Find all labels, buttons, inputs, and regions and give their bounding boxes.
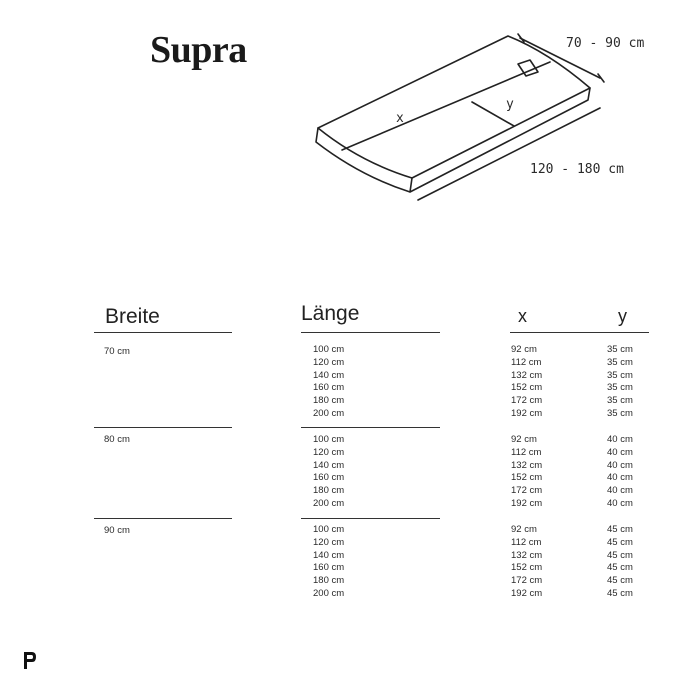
table-cell: 160 cm [313,562,345,574]
table-cell: 40 cm [607,485,633,497]
table-cell: 92 cm [511,434,537,445]
group-2-laenge-list [313,434,344,511]
group-3-laenge-list [313,524,344,601]
table-cell: 40 cm [607,446,633,458]
table-cell: 132 cm [511,459,543,471]
table-cell: 45 cm [607,575,633,587]
group-1-y-list [607,344,633,421]
group-3-rule-laenge [301,518,440,519]
table-cell: 92 cm [511,344,537,355]
table-cell: 40 cm [607,459,633,471]
table-cell: 132 cm [511,369,543,381]
table-cell: 45 cm [607,587,633,599]
header-rule-laenge [301,332,440,333]
table-cell: 112 cm [511,446,542,458]
tabletop-outline [318,36,590,178]
header-rule-breite [94,332,232,333]
group-2-x-list [511,434,542,511]
length-range-label: 120 - 180 cm [530,162,624,177]
table-cell: 120 cm [313,446,345,458]
table-cell: 200 cm [313,497,345,509]
p-logo-icon [22,650,38,670]
group-3-y-list [607,524,633,601]
table-cell: 180 cm [313,485,345,497]
table-cell: 192 cm [511,587,543,599]
table-cell: 35 cm [607,344,633,355]
table-cell: 40 cm [607,497,633,509]
header-breite: Breite [105,305,160,328]
group-3-x-list [511,524,542,601]
table-cell: 172 cm [511,395,543,407]
table-cell: 140 cm [313,369,345,381]
table-cell: 160 cm [313,382,345,394]
header-x: x [518,306,527,326]
table-cell: 132 cm [511,549,543,561]
tabletop-center-line [342,62,550,150]
depth-range-label: 70 - 90 cm [566,36,645,51]
table-cell: 200 cm [313,407,345,419]
table-cell: 100 cm [313,344,345,355]
table-cell: 200 cm [313,587,345,599]
header-rule-xy [510,332,649,333]
page-title: Supra [150,29,247,71]
table-cell: 112 cm [511,536,542,548]
table-cell: 35 cm [607,356,633,368]
length-dimension-line [418,108,600,200]
header-laenge: Länge [301,302,360,325]
table-cell: 45 cm [607,524,633,535]
table-cell: 45 cm [607,536,633,548]
group-1-x-list [511,344,542,421]
header-y: y [618,306,627,326]
group-2-rule-breite [94,427,232,428]
table-cell: 140 cm [313,549,345,561]
table-cell: 40 cm [607,472,633,484]
group-1-breite: 70 cm [104,346,130,357]
table-cell: 140 cm [313,459,345,471]
table-cell: 100 cm [313,524,345,535]
table-cell: 100 cm [313,434,345,445]
table-cell: 112 cm [511,356,542,368]
table-cell: 35 cm [607,395,633,407]
table-cell: 120 cm [313,356,345,368]
table-cell: 172 cm [511,485,543,497]
table-cell: 180 cm [313,575,345,587]
group-3-rule-breite [94,518,232,519]
table-cell: 35 cm [607,369,633,381]
table-cell: 172 cm [511,575,543,587]
table-cell: 152 cm [511,562,543,574]
table-cell: 40 cm [607,434,633,445]
table-cell: 120 cm [313,536,345,548]
group-2-rule-laenge [301,427,440,428]
sketch-label-y: y [506,97,514,112]
table-cell: 180 cm [313,395,345,407]
group-1-laenge-list [313,344,344,421]
table-cell: 35 cm [607,407,633,419]
group-2-breite: 80 cm [104,434,130,445]
table-cell: 160 cm [313,472,345,484]
table-cell: 35 cm [607,382,633,394]
table-cell: 152 cm [511,472,543,484]
table-cell: 45 cm [607,562,633,574]
table-cell: 45 cm [607,549,633,561]
table-cell: 192 cm [511,497,543,509]
group-2-y-list [607,434,633,511]
table-cell: 152 cm [511,382,543,394]
sketch-label-x: x [396,111,404,126]
table-cell: 92 cm [511,524,537,535]
tabletop-sketch [0,0,696,240]
table-cell: 192 cm [511,407,543,419]
group-3-breite: 90 cm [104,525,130,536]
